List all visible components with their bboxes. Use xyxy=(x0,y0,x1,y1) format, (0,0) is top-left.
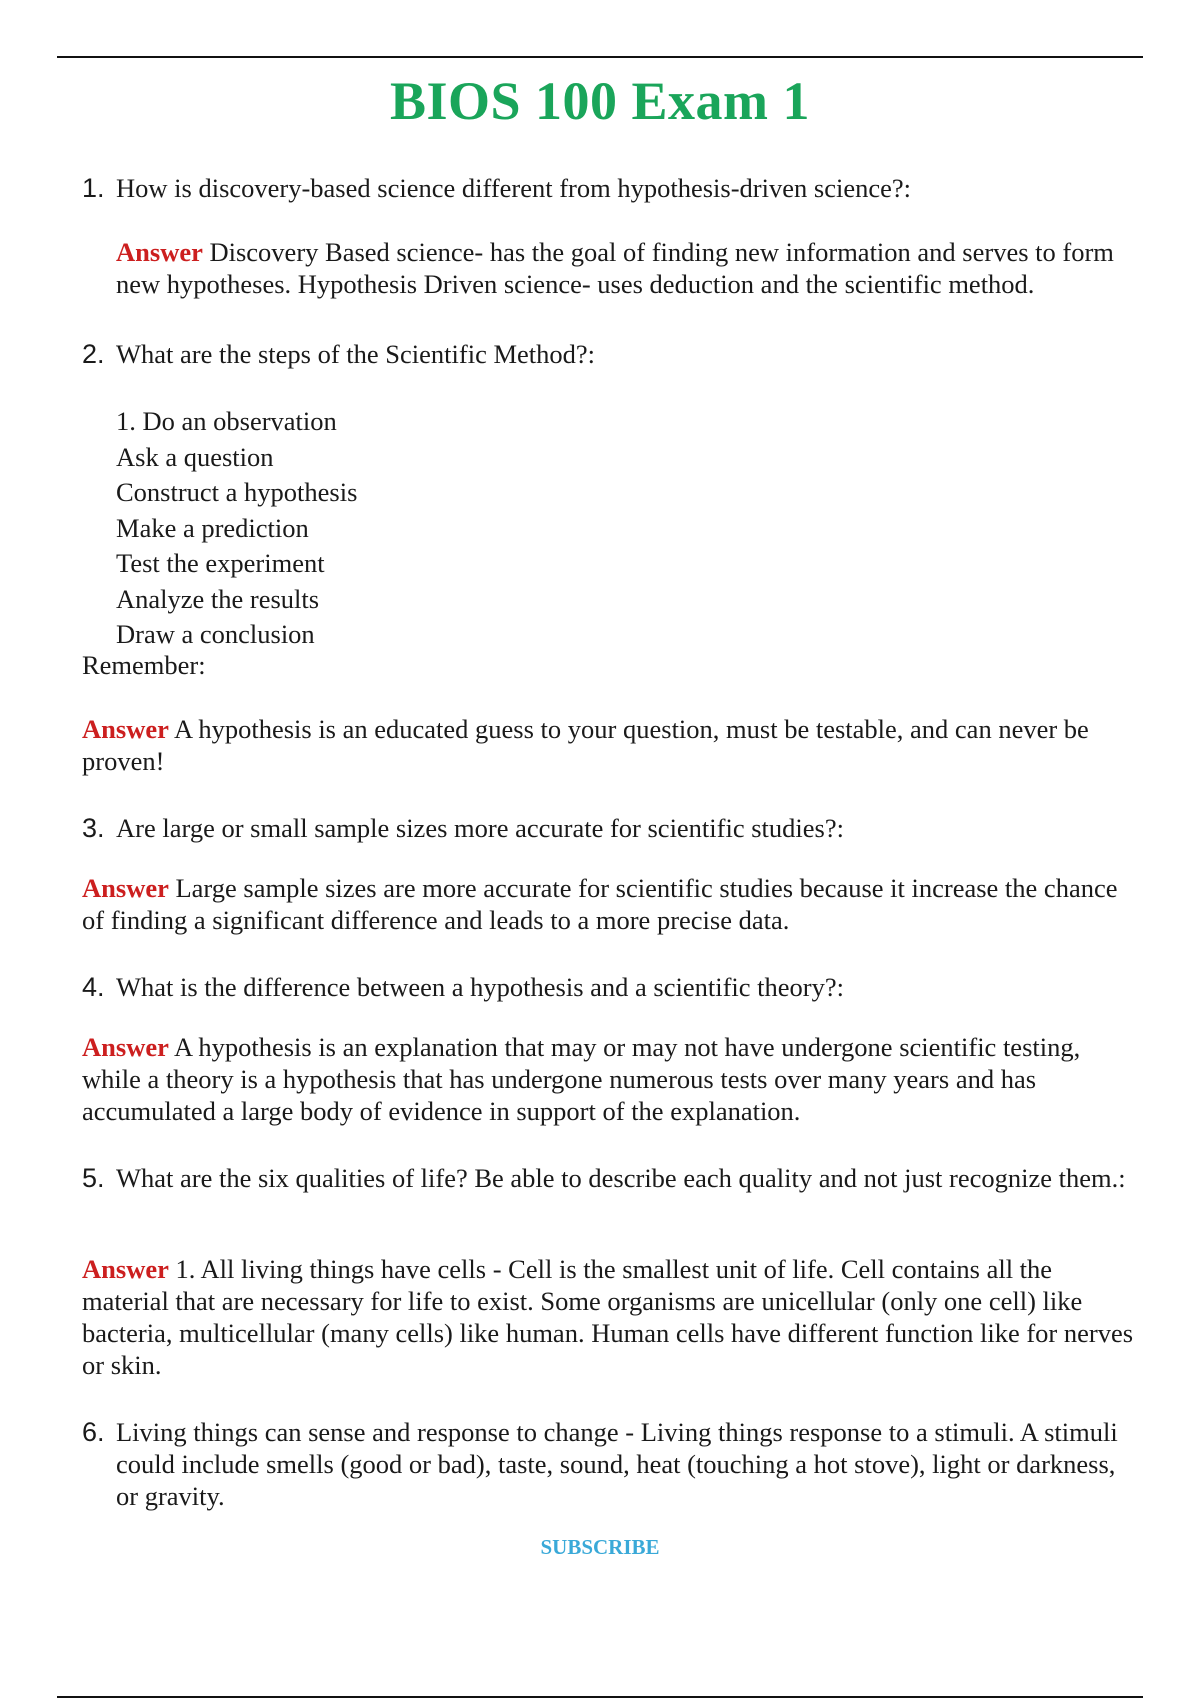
question-3 xyxy=(82,812,1142,844)
answer-text: Discovery Based science- has the goal of finding new information and serves to form new hypotheses. Hypothesis Driven science- uses deduction and the scientific method. xyxy=(116,237,1114,299)
answer-1 xyxy=(116,236,1156,300)
question-number: 1. xyxy=(82,173,105,203)
answer-5 xyxy=(82,1253,1142,1381)
scientific-method-steps xyxy=(116,404,357,653)
question-text: Are large or small sample sizes more accurate for scientific studies?: xyxy=(116,813,844,843)
answer-text: 1. All living things have cells - Cell is the smallest unit of life. Cell contains all the material that are necessary for life to exist. Some organisms are unicellular (only one cell) like bacteria, multicellular (many cells) like human. Human cells have different function like for nerves or skin. xyxy=(82,1254,1134,1380)
list-item: Test the experiment xyxy=(116,548,325,578)
list-item: Construct a hypothesis xyxy=(116,477,358,507)
list-item: Ask a question xyxy=(116,441,274,472)
question-4 xyxy=(82,971,1142,1003)
question-text: What are the steps of the Scientific Method?: xyxy=(116,339,596,369)
answer-label: Answer xyxy=(82,1032,169,1062)
answer-label: Answer xyxy=(82,714,169,744)
list-item: Analyze the results xyxy=(116,583,320,614)
question-number: 2. xyxy=(82,339,105,369)
answer-3 xyxy=(82,872,1142,936)
answer-label: Answer xyxy=(82,873,169,903)
question-text: Living things can sense and response to change - Living things response to a stimuli. A stimuli could include smells (good or bad), taste, sound, heat (touching a hot stove), light or darkness, or gravity. xyxy=(116,1417,1118,1511)
answer-text: A hypothesis is an explanation that may or may not have undergone scientific testing, while a theory is a hypothesis that has undergone numerous tests over many years and has accumulated a large body of evidence in support of the explanation. xyxy=(82,1032,1081,1126)
question-5 xyxy=(82,1162,1142,1194)
bottom-rule xyxy=(57,1696,1143,1698)
page-title: BIOS 100 Exam 1 xyxy=(389,71,811,131)
question-1 xyxy=(82,172,1142,204)
question-text: What are the six qualities of life? Be able to describe each quality and not just recognize them.: xyxy=(116,1163,1126,1193)
question-text: How is discovery-based science different from hypothesis-driven science?: xyxy=(116,173,911,203)
question-number: 6. xyxy=(82,1417,105,1447)
list-item: 1. Do an observation xyxy=(116,406,337,436)
answer-text: A hypothesis is an educated guess to your question, must be testable, and can never be proven! xyxy=(82,714,1089,776)
answer-text: Large sample sizes are more accurate for scientific studies because it increase the chance of finding a significant difference and leads to a more precise data. xyxy=(82,873,1118,935)
question-2 xyxy=(82,338,1142,370)
question-number: 5. xyxy=(82,1163,105,1193)
subscribe-link[interactable]: SUBSCRIBE xyxy=(540,1535,660,1559)
question-number: 3. xyxy=(82,813,105,843)
list-item: Draw a conclusion xyxy=(116,619,315,649)
remember-label: Remember: xyxy=(82,650,206,680)
question-number: 4. xyxy=(82,972,105,1002)
answer-label: Answer xyxy=(116,237,203,267)
answer-label: Answer xyxy=(82,1254,169,1284)
top-rule xyxy=(57,56,1143,58)
answer-2 xyxy=(82,713,1162,777)
question-text: What is the difference between a hypothesis and a scientific theory?: xyxy=(116,972,844,1002)
question-6 xyxy=(82,1416,1142,1512)
list-item: Make a prediction xyxy=(116,512,309,543)
answer-4 xyxy=(82,1031,1142,1127)
